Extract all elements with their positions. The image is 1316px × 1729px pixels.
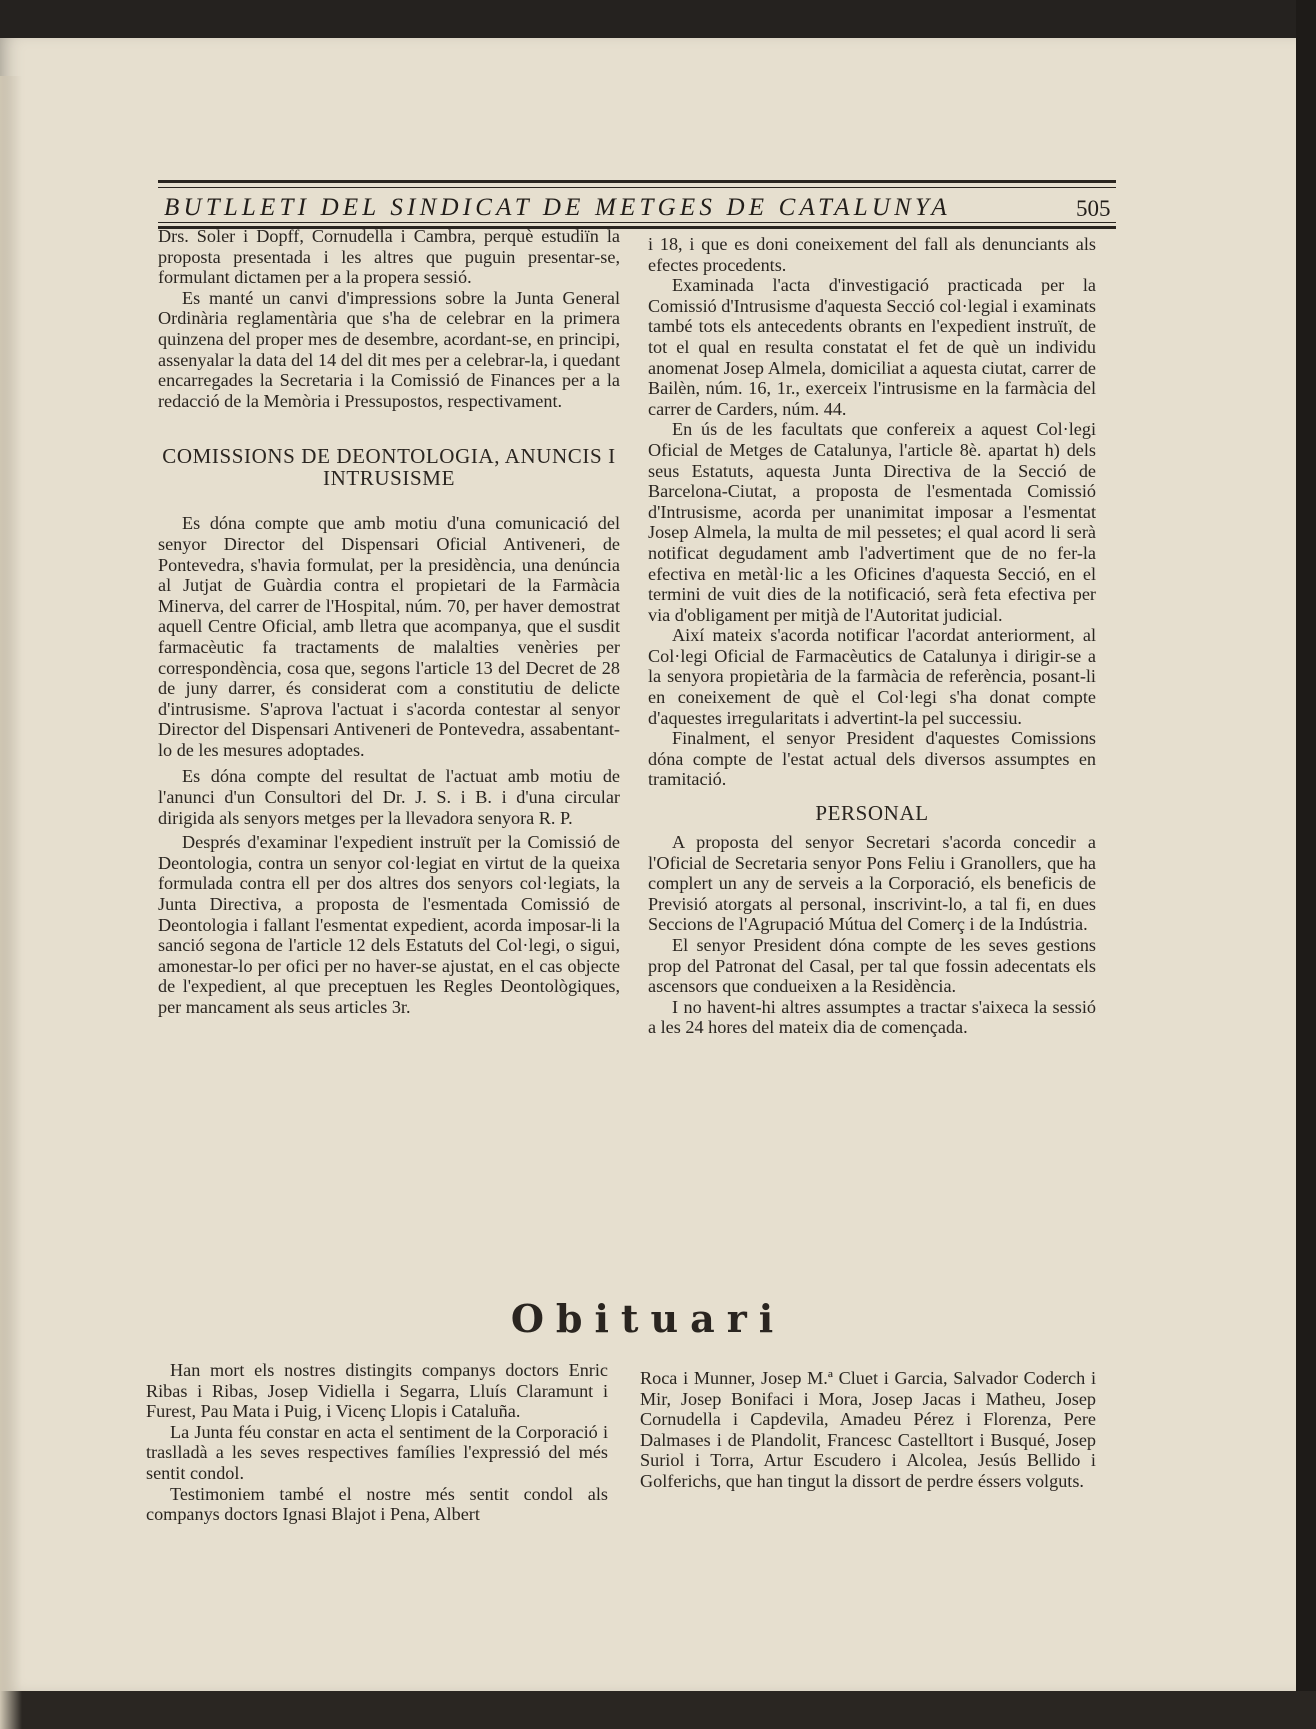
obituari-heading: Obituari [510,1296,786,1341]
paragraph: Testimoniem també el nostre més sentit condol als companys doctors Ignasi Blajot i Pena, Albert [146,1483,608,1525]
paragraph: Es manté un canvi d'impressions sobre la Junta General Ordinària reglamentària que s'ha de celebrar en la primera quinzena del proper mes de desembre, acordant-se, en principi, assenyalar la data del 14 del dit mes per a celebrar-la, i quedant encarregades la Secretaria i la Comissió de Finances per a la redacció de la Memòria i Pressupostos, respectivament. [158,287,620,411]
paragraph: El senyor President dóna compte de les seves gestions prop del Patronat del Casal, per tal que fossin adecentats els ascensors que condueixen a la Residència. [648,935,1096,997]
scan-background-edge [1296,0,1316,1691]
paragraph: A proposta del senyor Secretari s'acorda concedir a l'Oficial de Secretaria senyor Pons Feliu i Granollers, que ha complert un any de serveis a la Corporació, els beneficis de Previsió atorgats al personal, inscrivint-lo, a tal fi, en dues Seccions de l'Agrupació Mútua del Comerç i de la Indústria. [648,832,1096,935]
paragraph: Així mateix s'acorda notificar l'acordat anteriorment, al Col·legi Oficial de Farmacèutics de Catalunya i dirigir-se a la senyora propietària de la farmàcia de referència, posant-li en coneixement de què el Col·legi s'ha donat compte d'aquestes irregularitats i advertint-la pel successiu. [648,625,1096,728]
paragraph: Finalment, el senyor President d'aquestes Comissions dóna compte de l'estat actual dels diversos assumptes en tramitació. [648,728,1096,790]
page-number: 505 [1076,196,1111,221]
header-rule-bottom-thin [158,222,1116,223]
paragraph: Es dóna compte que amb motiu d'una comunicació del senyor Director del Dispensari Oficial Antiveneri, de Pontevedra, s'havia formulat, per la presidència, una denúncia al Jutjat de Guàrdia contra el propietari de la Farmàcia Minerva, del carrer de l'Hospital, núm. 70, per haver demostrat aquell Centre Oficial, amb lletra que acompanya, que el susdit farmacèutic fa tractaments de malalties venèries per correspondència, cosa que, segons l'article 13 del Decret de 28 de juny darrer, és considerat com a constitutiu de delicte d'intrusisme. S'aprova l'actuat i s'acorda contestar al senyor Director del Dispensari Antiveneri de Pontevedra, assabentant-lo de les mesures adoptades. [158,513,620,760]
header-rule-top [158,180,1116,183]
paragraph: Després d'examinar l'expedient instruït per la Comissió de Deontologia, contra un senyor col·legiat en virtut de la queixa formulada contra ell per dos altres dos senyors col·legiats, la Junta Directiva, a proposta de l'esmentada Comissió de Deontologia i fallant l'esmentat expedient, acorda imposar-li la sanció segona de l'article 12 dels Estatuts del Col·legi, o sigui, amonestar-lo per ofici per no haver-se ajustat, en el cas objecte de l'expedient, al que preceptuen les Regles Deontològiques, per mancament als seus articles 3r. [158,832,620,1017]
obituari-left-column [146,1360,608,1525]
paragraph: Roca i Munner, Josep M.ª Cluet i Garcia, Salvador Coderch i Mir, Josep Bonifaci i Mora, Josep Jacas i Matheu, Josep Cornudella i Capdevila, Amadeu Pérez i Florenza, Pere Dalmases i de Plandolit, Francesc Castelltort i Busqué, Josep Suriol i Torra, Artur Escudero i Alcolea, Jesús Bellido i Golferichs, que han tingut la dissort de perdre éssers volguts. [640,1368,1096,1491]
section-heading: COMISSIONS DE DEONTOLOGIA, ANUNCIS I INTRUSISME [162,444,616,491]
section-heading: PERSONAL [815,801,929,826]
obituari-right-column [640,1368,1096,1492]
journal-title: BUTLLETI DEL SINDICAT DE METGES DE CATALUNYA [164,194,951,221]
paragraph: Han mort els nostres distingits companys doctors Enric Ribas i Ribas, Josep Vidiella i Segarra, Lluís Claramunt i Furest, Pau Mata i Puig, i Vicenç Llopis i Cataluña. [146,1360,608,1422]
document-page [0,38,1296,1691]
scan-background-top [0,0,1296,38]
paragraph: Examinada l'acta d'investigació practicada per la Comissió d'Intrusisme d'aquesta Secció col·legial i examinats també tots els antecedents obrants en l'expedient instruït, de tot el qual en resulta constatat el fet de què un individu anomenat Josep Almela, domiciliat a aquesta ciutat, carrer de Bailèn, núm. 16, 1r., exerceix l'intrusisme en la farmàcia del carrer de Carders, núm. 44. [648,275,1097,419]
paragraph: I no havent-hi altres assumptes a tractar s'aixeca la sessió a les 24 hores del mateix dia de començada. [648,996,1096,1038]
paragraph: La Junta féu constar en acta el sentiment de la Corporació i traslladà a les seves respectives famílies l'expressió del més sentit condol. [146,1421,608,1483]
paragraph: i 18, i que es doni coneixement del fall als denunciants als efectes procedents. [648,234,1096,275]
header-rule-top-thin [158,187,1116,188]
paragraph: Drs. Soler i Dopff, Cornudella i Cambra, perquè estudiïn la proposta presentada i les altres que puguin presentar-se, formulant dictamen per a la propera sessió. [158,226,620,288]
paragraph: Es dóna compte del resultat de l'actuat amb motiu de l'anunci d'un Consultori del Dr. J. S. i B. i d'una circular dirigida als senyors metges per la llevadora senyora R. P. [158,766,620,828]
left-column [158,226,620,1018]
page-gutter-shadow [0,76,22,1729]
running-header [158,180,1116,232]
right-column [648,234,1096,1038]
paragraph: En ús de les facultats que confereix a aquest Col·legi Oficial de Metges de Catalunya, l'article 8è. apartat h) dels seus Estatuts, aquesta Junta Directiva de la Secció de Barcelona-Ciutat, a proposta de l'esmentada Comissió d'Intrusisme, acorda per unanimitat imposar a l'esmentat Josep Almela, la multa de mil pessetes; el qual acord li serà notificat degudament amb l'advertiment que de no fer-la efectiva en metàl·lic a les Oficines d'aquesta Secció, en el termini de vuit dies de la notificació, serà feta efectiva per via d'obligament per mitjà de l'Autoritat judicial. [648,419,1096,625]
